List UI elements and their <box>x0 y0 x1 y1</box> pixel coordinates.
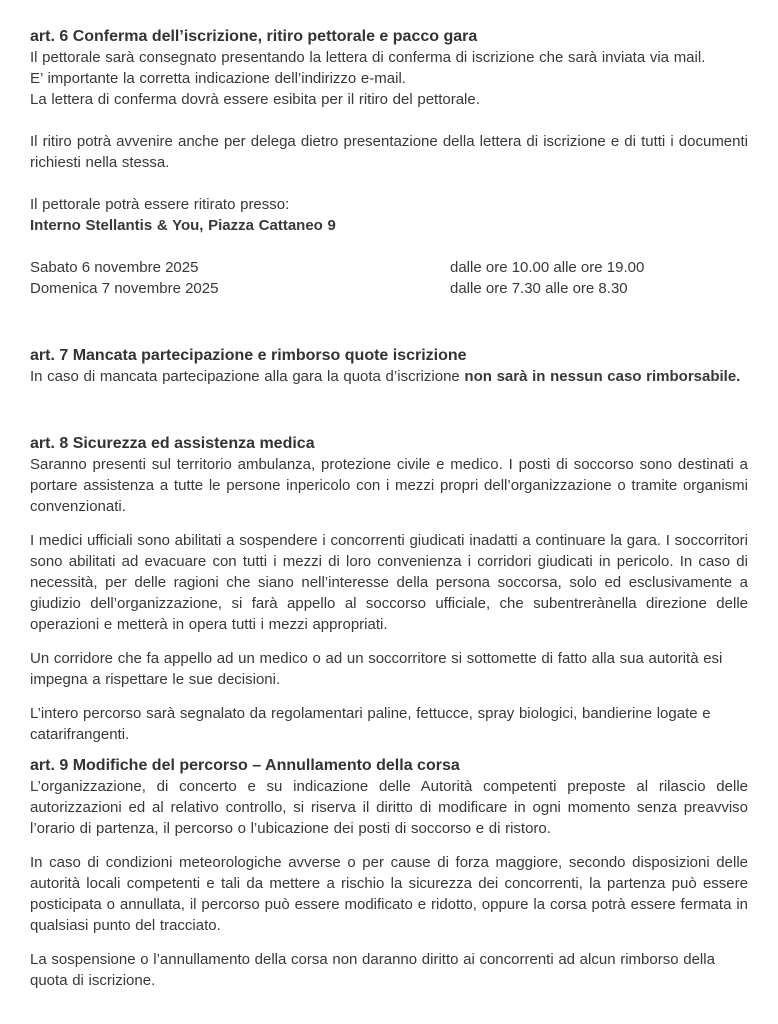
article-8-paragraph-1: Saranno presenti sul territorio ambulanza, protezione civile e medico. I posti di soccorso sono destinati a portare assistenza a tutte le persone inpericolo con i mezzi propri dell’organizzazione o tramite organismi convenzionati. <box>30 456 748 515</box>
article-7-heading: art. 7 Mancata partecipazione e rimborso quote iscrizione <box>30 347 467 364</box>
article-8-paragraph-3: Un corridore che fa appello ad un medico o ad un soccorritore si sottomette di fatto alla sua autorità esi impegna a rispettare le sue decisioni. <box>30 650 723 688</box>
pickup-schedule <box>30 257 748 299</box>
article-9-paragraph-2: In caso di condizioni meteorologiche avverse o per cause di forza maggiore, secondo disposizioni delle autorità locali competenti e tali da mettere a rischio la sicurezza dei concorrenti, la partenza può essere posticipata o annullata, il percorso può essere modificato e ridotto, oppure la corsa potrà essere fermata in qualsiasi punto del tracciato. <box>30 854 748 934</box>
schedule-row-sunday <box>30 278 748 299</box>
article-6-heading: art. 6 Conferma dell’iscrizione, ritiro pettorale e pacco gara <box>30 28 478 45</box>
article-6-pickup-intro: Il pettorale potrà essere ritirato presso: <box>30 196 290 213</box>
schedule-day: Sabato 6 novembre 2025 <box>30 259 199 276</box>
article-9-section <box>30 755 748 991</box>
article-7-body-normal: In caso di mancata partecipazione alla gara la quota d’iscrizione <box>30 368 465 385</box>
schedule-hours: dalle ore 7.30 alle ore 8.30 <box>450 280 628 297</box>
schedule-hours: dalle ore 10.00 alle ore 19.00 <box>450 259 645 276</box>
article-7-body-bold: non sarà in nessun caso rimborsabile. <box>464 368 741 385</box>
article-9-paragraph-1: L’organizzazione, di concerto e su indicazione delle Autorità competenti preposte al rilascio delle autorizzazioni ed al relativo controllo, si riserva il diritto di modificare in ogni momento senza preavviso l’orario di partenza, il percorso o l’ubicazione dei posti di soccorso e di ristoro. <box>30 778 748 837</box>
article-6-line-1: Il pettorale sarà consegnato presentando la lettera di conferma di iscrizione che sarà inviata via mail. <box>30 49 706 66</box>
article-6-delega-paragraph: Il ritiro potrà avvenire anche per delega dietro presentazione della lettera di iscrizione e di tutti i documenti richiesti nella stessa. <box>30 133 748 171</box>
article-9-heading: art. 9 Modifiche del percorso – Annullamento della corsa <box>30 757 460 774</box>
article-6-line-2: E’ importante la corretta indicazione dell’indirizzo e-mail. <box>30 70 406 87</box>
schedule-day: Domenica 7 novembre 2025 <box>30 280 219 297</box>
article-8-section <box>30 433 748 745</box>
article-6-pickup-location: Interno Stellantis & You, Piazza Cattaneo 9 <box>30 217 336 234</box>
article-8-paragraph-4: L’intero percorso sarà segnalato da regolamentari paline, fettucce, spray biologici, bandierine logate e catarifrangenti. <box>30 705 711 743</box>
article-8-paragraph-2: I medici ufficiali sono abilitati a sospendere i concorrenti giudicati inadatti a continuare la gara. I soccorritori sono abilitati ad evacuare con tutti i mezzi di loro convenienza i corridori giudicati in pericolo. In caso di necessità, per delle ragioni che siano nell’interesse della persona soccorsa, solo ed esclusivamente a giudizio dell’organizzazione, si farà appello al soccorso ufficiale, che subentrerànella direzione delle operazioni e metterà in opera tutti i mezzi appropriati. <box>30 532 748 633</box>
article-7-section <box>30 345 748 387</box>
article-9-paragraph-3: La sospensione o l’annullamento della corsa non daranno diritto ai concorrenti ad alcun rimborso della quota di iscrizione. <box>30 951 715 989</box>
article-6-section <box>30 26 748 299</box>
article-7-body <box>30 366 748 387</box>
schedule-row-saturday <box>30 257 748 278</box>
article-6-line-3: La lettera di conferma dovrà essere esibita per il ritiro del pettorale. <box>30 91 480 108</box>
article-8-heading: art. 8 Sicurezza ed assistenza medica <box>30 435 315 452</box>
